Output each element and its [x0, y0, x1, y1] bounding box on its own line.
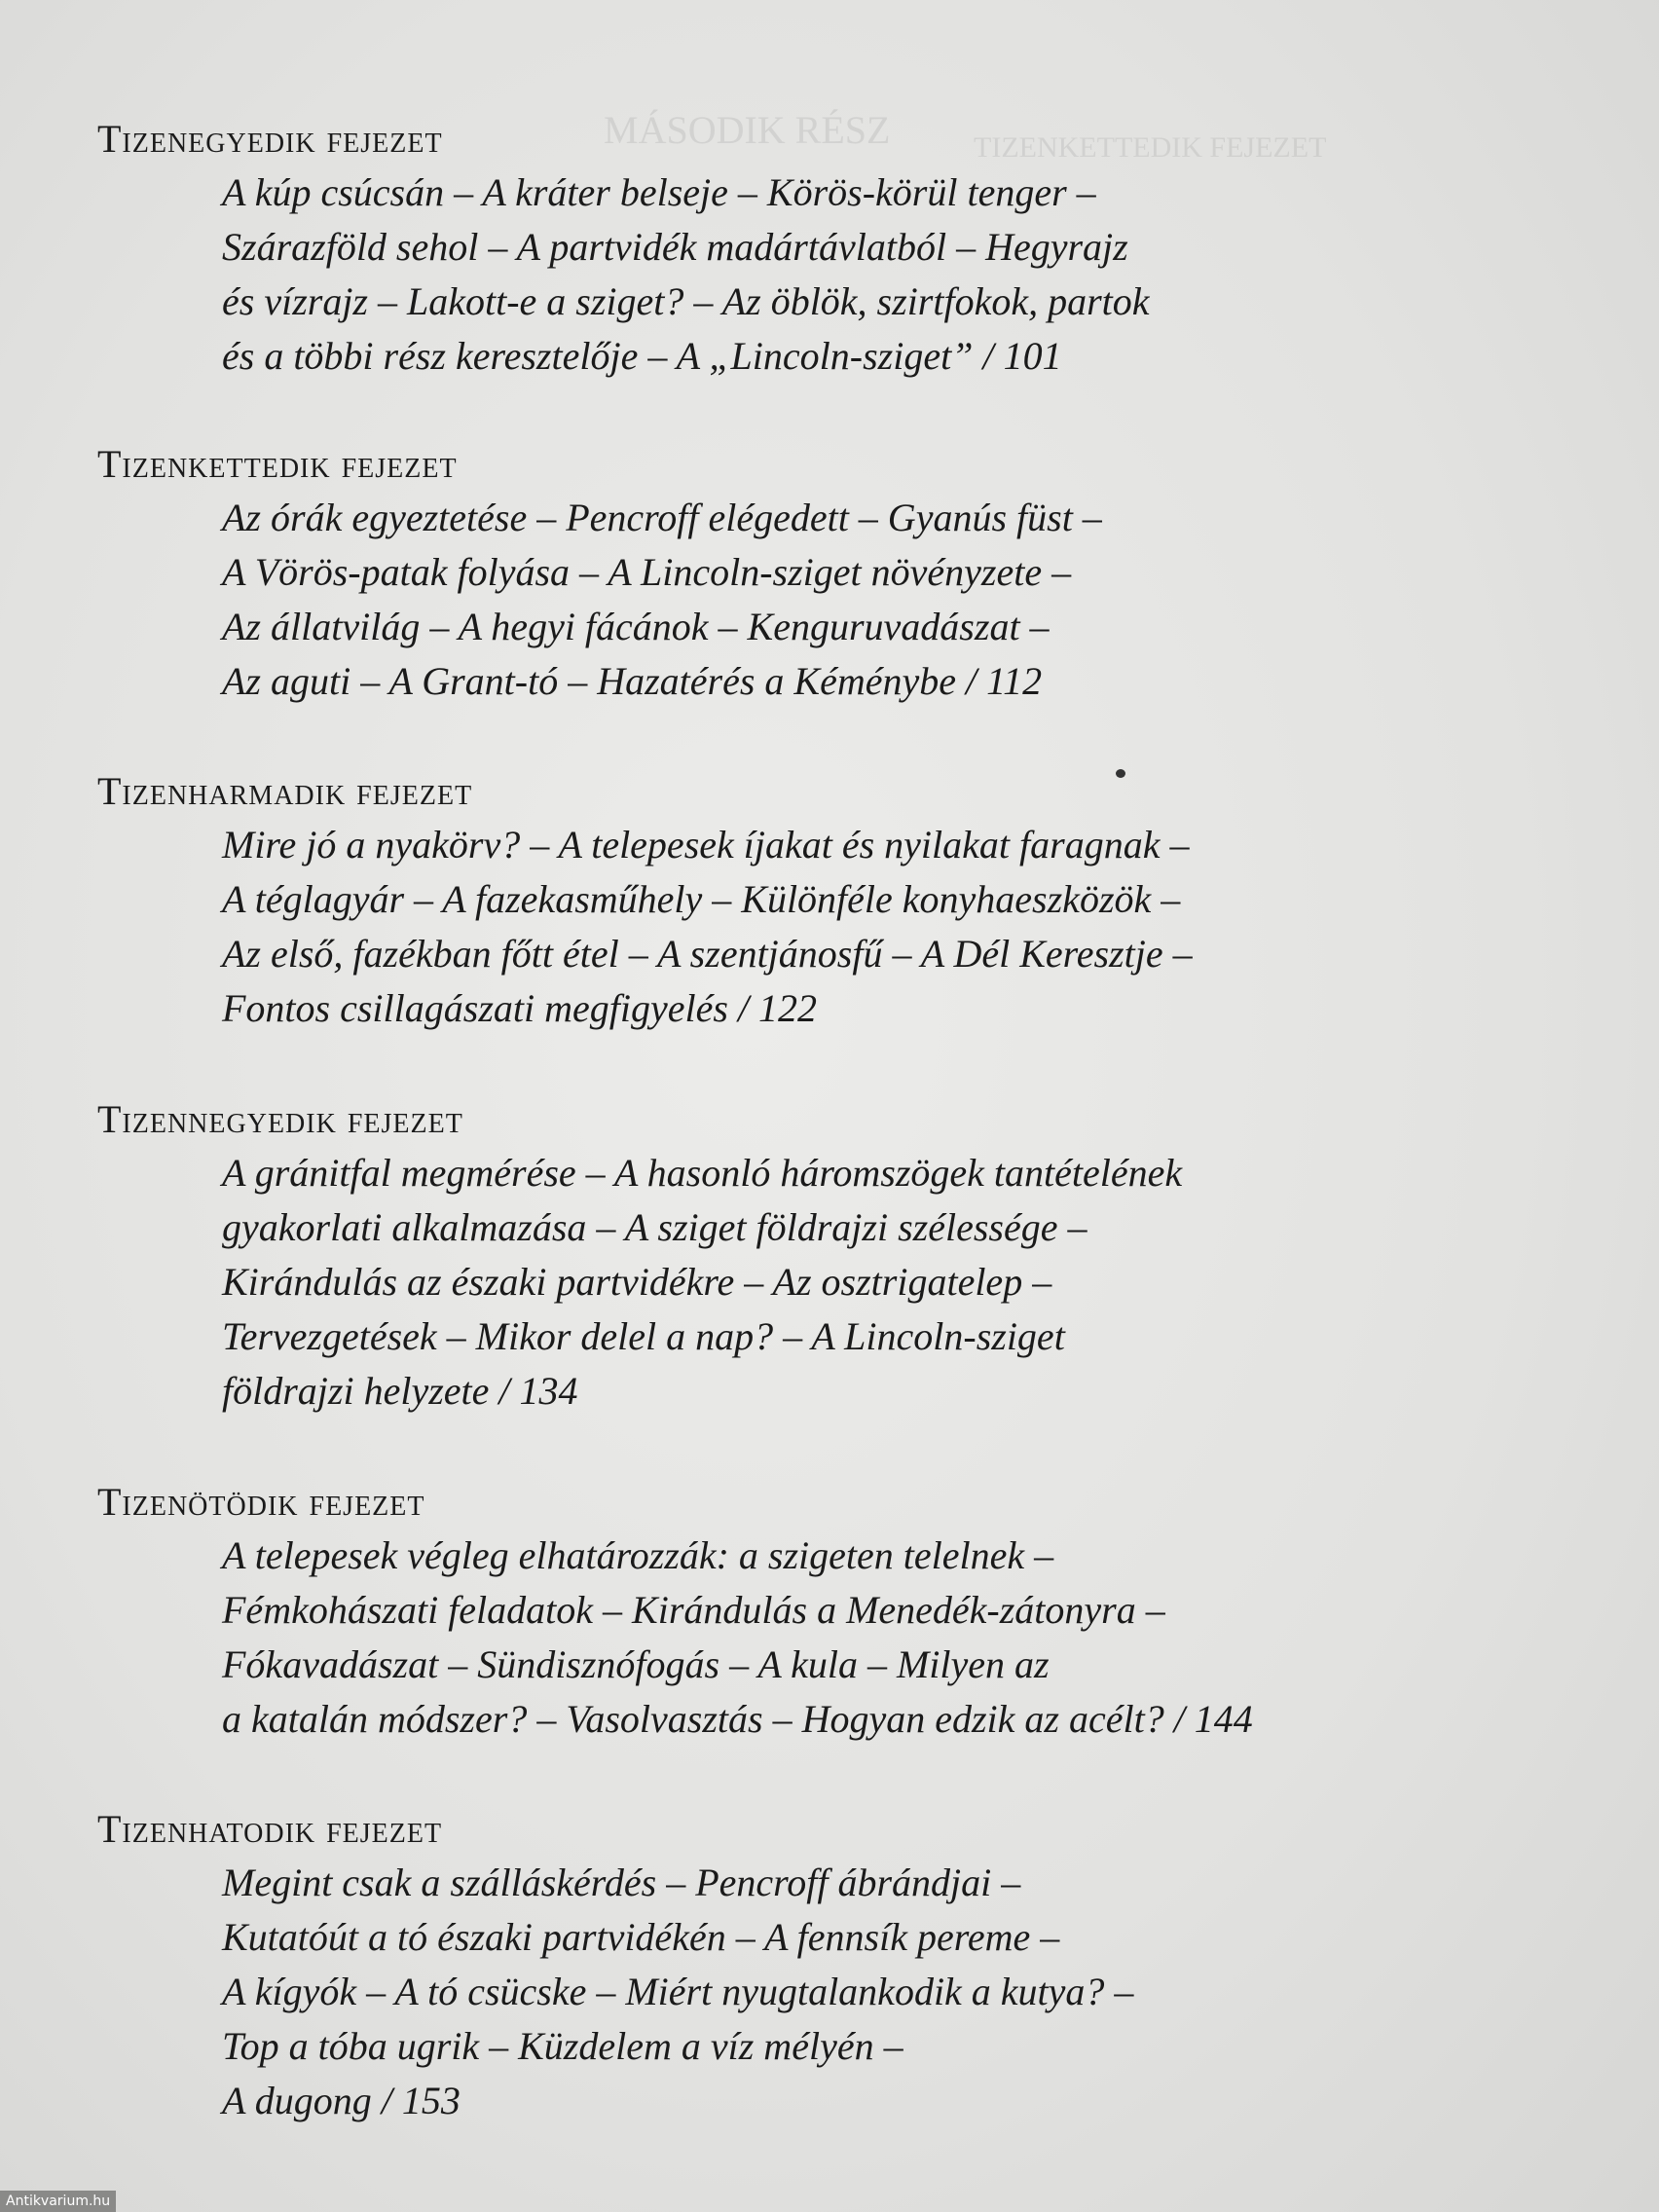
chapter-15 — [97, 1480, 1538, 1747]
summary-line: Kutatóút a tó északi partvidékén – A fennsík pereme – — [222, 1915, 1060, 1959]
bleed-through-heading: MÁSODIK RÉSZ — [604, 108, 891, 152]
summary-line: Az aguti – A Grant-tó – Hazatérés a Kéménybe / 112 — [222, 659, 1043, 703]
summary-line: Fémkohászati feladatok – Kirándulás a Menedék-zátonyra – — [222, 1588, 1165, 1632]
chapter-summary — [222, 1856, 1538, 2128]
summary-line: A téglagyár – A fazekasműhely – Különféle konyhaeszközök – — [222, 877, 1181, 921]
summary-line: és vízrajz – Lakott-e a sziget? – Az öblök, szirtfokok, partok — [222, 279, 1150, 323]
summary-line: A telepesek végleg elhatározzák: a szigeten telelnek – — [222, 1533, 1054, 1577]
summary-line: Kirándulás az északi partvidékre – Az osztrigatelep – — [222, 1260, 1052, 1304]
chapter-summary — [222, 166, 1538, 384]
chapter-summary — [222, 491, 1538, 709]
chapter-14 — [97, 1097, 1538, 1419]
summary-line: gyakorlati alkalmazása – A sziget földrajzi szélessége – — [222, 1205, 1088, 1249]
chapter-11 — [97, 117, 1538, 384]
chapter-12 — [97, 442, 1538, 709]
summary-line: A dugong / 153 — [222, 2079, 461, 2122]
summary-line: Szárazföld sehol – A partvidék madártávlatból – Hegyrajz — [222, 225, 1128, 269]
summary-line: Megint csak a szálláskérdés – Pencroff ábrándjai – — [222, 1861, 1021, 1904]
summary-line: A gránitfal megmérése – A hasonló háromszögek tantételének — [222, 1151, 1183, 1195]
chapter-heading: Tizenkettedik fejezet — [97, 442, 458, 486]
summary-line: Fókavadászat – Sündisznófogás – A kula – Milyen az — [222, 1642, 1050, 1686]
summary-line: és a többi rész keresztelője – A „Lincoln-sziget” / 101 — [222, 334, 1062, 378]
summary-line: Tervezgetések – Mikor delel a nap? – A Lincoln-sziget — [222, 1314, 1065, 1358]
summary-line: Top a tóba ugrik – Küzdelem a víz mélyén – — [222, 2024, 903, 2068]
chapter-heading: Tizenharmadik fejezet — [97, 769, 473, 813]
summary-line: földrajzi helyzete / 134 — [222, 1369, 578, 1413]
chapter-13 — [97, 769, 1538, 1036]
chapter-heading: Tizenegyedik fejezet — [97, 117, 443, 161]
chapter-heading: Tizenötödik fejezet — [97, 1480, 425, 1524]
bleed-through-chapter: TIZENKETTEDIK FEJEZET — [974, 131, 1327, 164]
chapter-heading: Tizennegyedik fejezet — [97, 1097, 463, 1141]
summary-line: Mire jó a nyakörv? – A telepesek íjakat és nyilakat faragnak – — [222, 823, 1190, 866]
summary-line: Az órák egyeztetése – Pencroff elégedett – Gyanús füst – — [222, 496, 1102, 539]
summary-line: a katalán módszer? – Vasolvasztás – Hogyan edzik az acélt? / 144 — [222, 1697, 1253, 1741]
chapter-heading: Tizenhatodik fejezet — [97, 1807, 443, 1851]
ink-speck — [1116, 769, 1125, 778]
chapter-summary — [222, 1146, 1538, 1419]
chapter-summary — [222, 818, 1538, 1036]
summary-line: Az állatvilág – A hegyi fácánok – Kenguruvadászat – — [222, 605, 1050, 648]
summary-line: A kúp csúcsán – A kráter belseje – Körös-körül tenger – — [222, 170, 1096, 214]
site-watermark: Antikvarium.hu — [0, 2191, 116, 2212]
summary-line: Az első, fazékban főtt étel – A szentjánosfű – A Dél Keresztje – — [222, 932, 1193, 976]
summary-line: Fontos csillagászati megfigyelés / 122 — [222, 986, 818, 1030]
summary-line: A Vörös-patak folyása – A Lincoln-sziget növényzete – — [222, 550, 1072, 594]
summary-line: A kígyók – A tó csücske – Miért nyugtalankodik a kutya? – — [222, 1970, 1134, 2013]
chapter-summary — [222, 1529, 1538, 1747]
chapter-16 — [97, 1807, 1538, 2128]
